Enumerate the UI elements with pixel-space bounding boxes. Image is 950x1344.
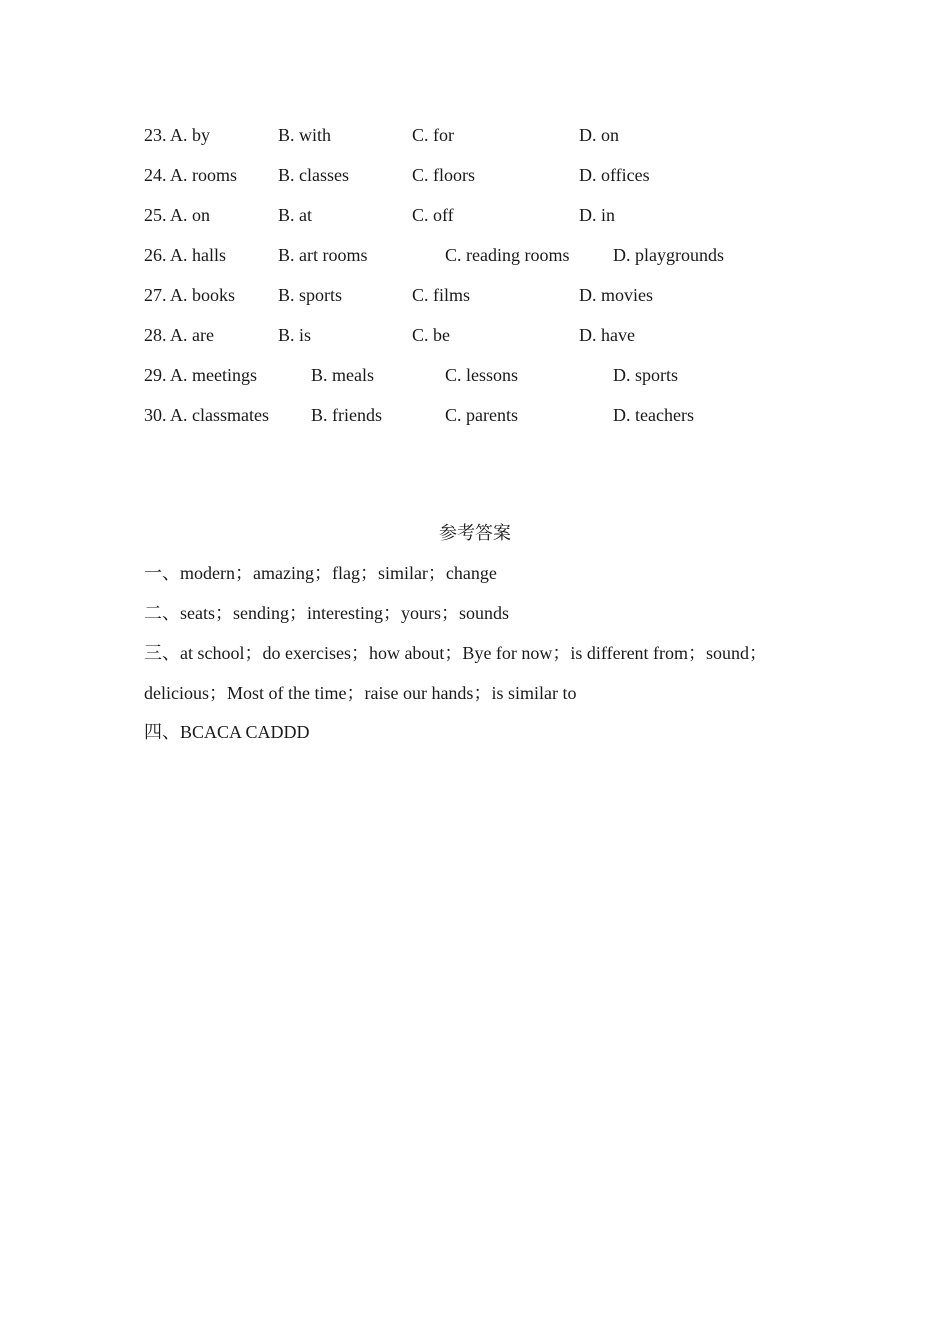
question-row-25: [0, 202, 950, 228]
option-d: D. on: [579, 125, 619, 145]
option-d: D. playgrounds: [613, 245, 724, 265]
option-c: C. parents: [445, 405, 518, 425]
option-a: 24. A. rooms: [144, 165, 238, 185]
option-d: D. offices: [579, 165, 650, 185]
option-d: D. in: [579, 205, 615, 225]
answer-section-2: 二、seats；sending；interesting；yours；sounds: [144, 603, 509, 623]
option-c: C. floors: [412, 165, 475, 185]
option-a: 25. A. on: [144, 205, 211, 225]
option-c: C. reading rooms: [445, 245, 570, 265]
option-c: C. films: [412, 285, 471, 305]
option-b: B. at: [278, 205, 312, 225]
option-b: B. meals: [311, 365, 374, 385]
answer-section-4: 四、BCACA CADDD: [144, 722, 310, 742]
answer-key-title: 参考答案: [439, 523, 511, 543]
option-d: D. have: [579, 325, 635, 345]
question-row-30: [0, 402, 950, 428]
option-b: B. with: [278, 125, 332, 145]
question-row-29: [0, 362, 950, 388]
option-c: C. lessons: [445, 365, 519, 385]
option-d: D. teachers: [613, 405, 694, 425]
option-b: B. friends: [311, 405, 382, 425]
option-b: B. is: [278, 325, 312, 345]
question-row-28: [0, 322, 950, 348]
question-row-26: [0, 242, 950, 268]
option-a: 23. A. by: [144, 125, 211, 145]
answer-section-3-continued: delicious；Most of the time；raise our hands；is similar to: [144, 683, 577, 703]
option-c: C. be: [412, 325, 450, 345]
question-row-24: [0, 162, 950, 188]
option-b: B. art rooms: [278, 245, 368, 265]
question-row-23: [0, 122, 950, 148]
option-a: 26. A. halls: [144, 245, 227, 265]
option-a: 27. A. books: [144, 285, 236, 305]
option-d: D. movies: [579, 285, 653, 305]
option-c: C. off: [412, 205, 454, 225]
option-d: D. sports: [613, 365, 679, 385]
option-b: B. sports: [278, 285, 343, 305]
question-row-27: [0, 282, 950, 308]
option-a: 30. A. classmates: [144, 405, 269, 425]
answer-section-3: 三、at school；do exercises；how about；Bye for now；is different from；sound；: [144, 643, 768, 663]
option-a: 28. A. are: [144, 325, 214, 345]
option-a: 29. A. meetings: [144, 365, 257, 385]
option-c: C. for: [412, 125, 454, 145]
option-b: B. classes: [278, 165, 349, 185]
answer-section-1: 一、modern；amazing；flag；similar；change: [144, 563, 497, 583]
